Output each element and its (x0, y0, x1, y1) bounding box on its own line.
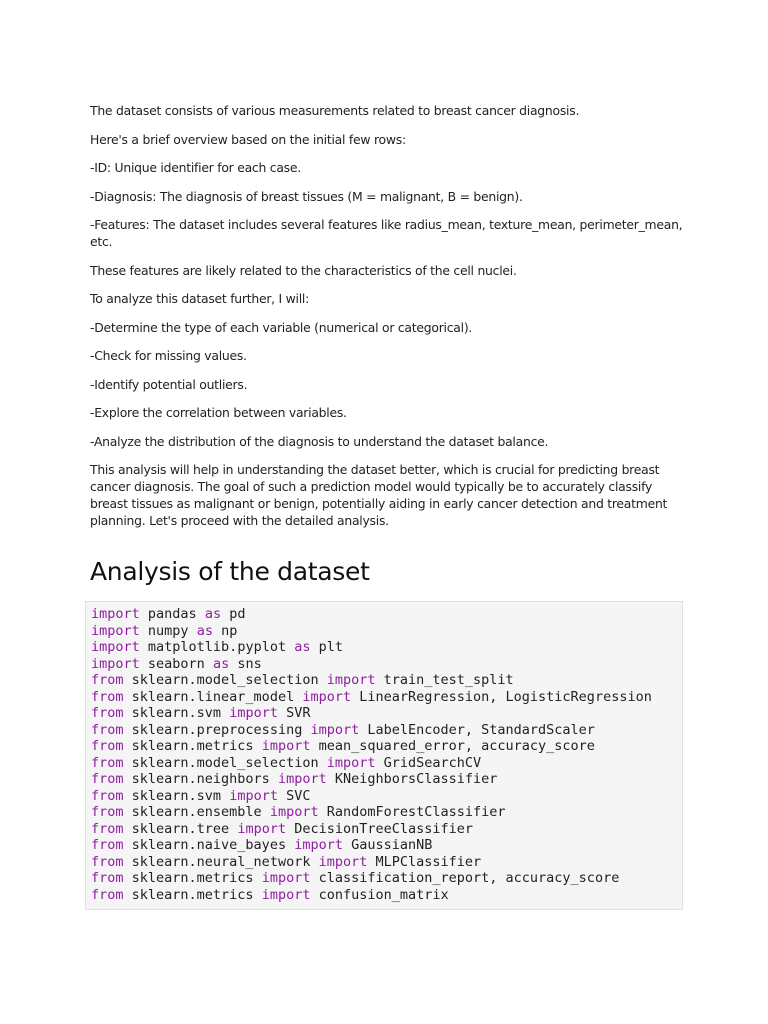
code-text: sklearn.model_selection (123, 672, 327, 688)
code-text: sklearn.neural_network (123, 853, 319, 870)
code-keyword: import (326, 754, 376, 771)
code-text: np (212, 622, 238, 639)
code-keyword: import (302, 688, 352, 705)
code-keyword: import (91, 606, 140, 622)
code-text: mean_squared_error, accuracy_score (310, 738, 595, 754)
code-text: plt (310, 639, 343, 655)
code-keyword: from (91, 853, 124, 870)
code-keyword: import (261, 738, 311, 754)
code-keyword: import (277, 771, 327, 787)
document-body (90, 102, 686, 589)
code-keyword: import (91, 622, 140, 639)
code-line (91, 771, 682, 788)
code-keyword: import (229, 705, 278, 721)
code-keyword: import (310, 721, 360, 738)
code-line (91, 788, 682, 805)
code-text: confusion_matrix (310, 886, 449, 903)
code-text: sklearn.naive_bayes (123, 837, 295, 853)
paragraph-plan-missing: -Check for missing values. (90, 348, 247, 363)
code-keyword: as (196, 622, 213, 639)
section-heading: Analysis of the dataset (90, 557, 370, 586)
code-keyword: from (91, 688, 124, 705)
code-keyword: import (237, 820, 287, 837)
code-keyword: from (91, 672, 124, 688)
code-keyword: import (326, 672, 376, 688)
code-text: pd (221, 606, 246, 622)
paragraph-overview: Here's a brief overview based on the initial few rows: (90, 131, 406, 147)
code-text: GridSearchCV (375, 754, 482, 771)
code-line (91, 804, 682, 821)
code-text: sns (229, 655, 262, 672)
code-line (91, 689, 682, 706)
code-text: KNeighborsClassifier (326, 771, 498, 787)
code-line (91, 722, 682, 739)
paragraph-diagnosis: -Diagnosis: The diagnosis of breast tissues (M = malignant, B = benign). (90, 188, 523, 204)
paragraph-intro: The dataset consists of various measurements related to breast cancer diagnosis. (90, 103, 580, 118)
code-line (91, 870, 682, 887)
code-line (91, 821, 682, 838)
code-keyword: from (91, 837, 124, 853)
code-text: matplotlib.pyplot (139, 639, 295, 655)
code-keyword: import (91, 655, 140, 672)
code-text: sklearn.ensemble (123, 804, 270, 820)
code-text: sklearn.neighbors (123, 771, 278, 787)
code-keyword: import (261, 870, 311, 886)
code-keyword: import (229, 787, 278, 804)
code-text: sklearn.metrics (123, 738, 262, 754)
code-text: train_test_split (375, 672, 514, 688)
code-keyword: import (318, 853, 368, 870)
code-keyword: from (91, 820, 124, 837)
code-line (91, 656, 682, 673)
code-keyword: from (91, 705, 124, 721)
code-keyword: as (204, 606, 222, 622)
paragraph-plan-distribution: -Analyze the distribution of the diagnosis to understand the dataset balance. (90, 433, 549, 449)
code-line (91, 854, 682, 871)
code-keyword: from (91, 804, 124, 820)
code-keyword: from (91, 754, 124, 771)
code-text: sklearn.svm (123, 705, 230, 721)
code-keyword: from (91, 886, 124, 903)
code-text: classification_report, accuracy_score (310, 870, 620, 886)
code-text: sklearn.model_selection (123, 754, 327, 771)
code-keyword: as (294, 639, 311, 655)
code-text: sklearn.svm (123, 787, 230, 804)
code-keyword: import (269, 804, 319, 820)
code-text: numpy (139, 622, 197, 639)
code-keyword: from (91, 771, 124, 787)
code-line (91, 606, 682, 623)
code-keyword: from (91, 870, 124, 886)
code-keyword: as (212, 655, 230, 672)
code-keyword: from (91, 787, 124, 804)
code-line (91, 672, 682, 689)
code-keyword: import (91, 639, 140, 655)
code-text: RandomForestClassifier (318, 804, 506, 820)
paragraph-id: -ID: Unique identifier for each case. (90, 160, 301, 175)
code-text: sklearn.preprocessing (123, 721, 311, 738)
code-text: pandas (139, 606, 205, 622)
code-block[interactable] (85, 601, 683, 910)
code-line (91, 623, 682, 640)
paragraph-plan-outliers: -Identify potential outliers. (90, 376, 248, 392)
code-line (91, 837, 682, 854)
code-text: sklearn.tree (123, 820, 238, 837)
code-keyword: import (294, 837, 343, 853)
code-text: sklearn.linear_model (123, 688, 303, 705)
code-text: GaussianNB (342, 837, 433, 853)
code-keyword: from (91, 721, 124, 738)
code-text: sklearn.metrics (123, 886, 262, 903)
paragraph-plan-intro: To analyze this dataset further, I will: (90, 291, 310, 306)
code-text: sklearn.metrics (123, 870, 262, 886)
code-keyword: import (261, 886, 311, 903)
code-text: SVC (277, 787, 311, 804)
code-line (91, 705, 682, 722)
code-keyword: from (91, 738, 124, 754)
code-line (91, 887, 682, 904)
paragraph-characteristics: These features are likely related to the characteristics of the cell nuclei. (90, 262, 517, 278)
code-text: MLPClassifier (367, 853, 482, 870)
paragraph-plan-types: -Determine the type of each variable (numerical or categorical). (90, 319, 473, 335)
code-text: seaborn (139, 655, 213, 672)
code-line (91, 639, 682, 656)
code-text: LinearRegression, LogisticRegression (351, 688, 652, 705)
paragraph-features: -Features: The dataset includes several features like radius_mean, texture_mean, perimeter_mean, etc. (90, 217, 683, 249)
code-text: DecisionTreeClassifier (286, 820, 474, 837)
code-line (91, 738, 682, 755)
code-text: LabelEncoder, StandardScaler (359, 721, 595, 738)
code-line (91, 755, 682, 772)
paragraph-plan-correlation: -Explore the correlation between variables. (90, 405, 347, 420)
code-text: SVR (277, 705, 311, 721)
paragraph-conclusion: This analysis will help in understanding the dataset better, which is crucial for predicting breast cancer diagnosis. The goal of such a prediction model would typically be to accurately classify breast tissues as malignant or benign, potentially aiding in early cancer detection and treatment planning. Let's proceed with the detailed analysis. (90, 462, 668, 528)
